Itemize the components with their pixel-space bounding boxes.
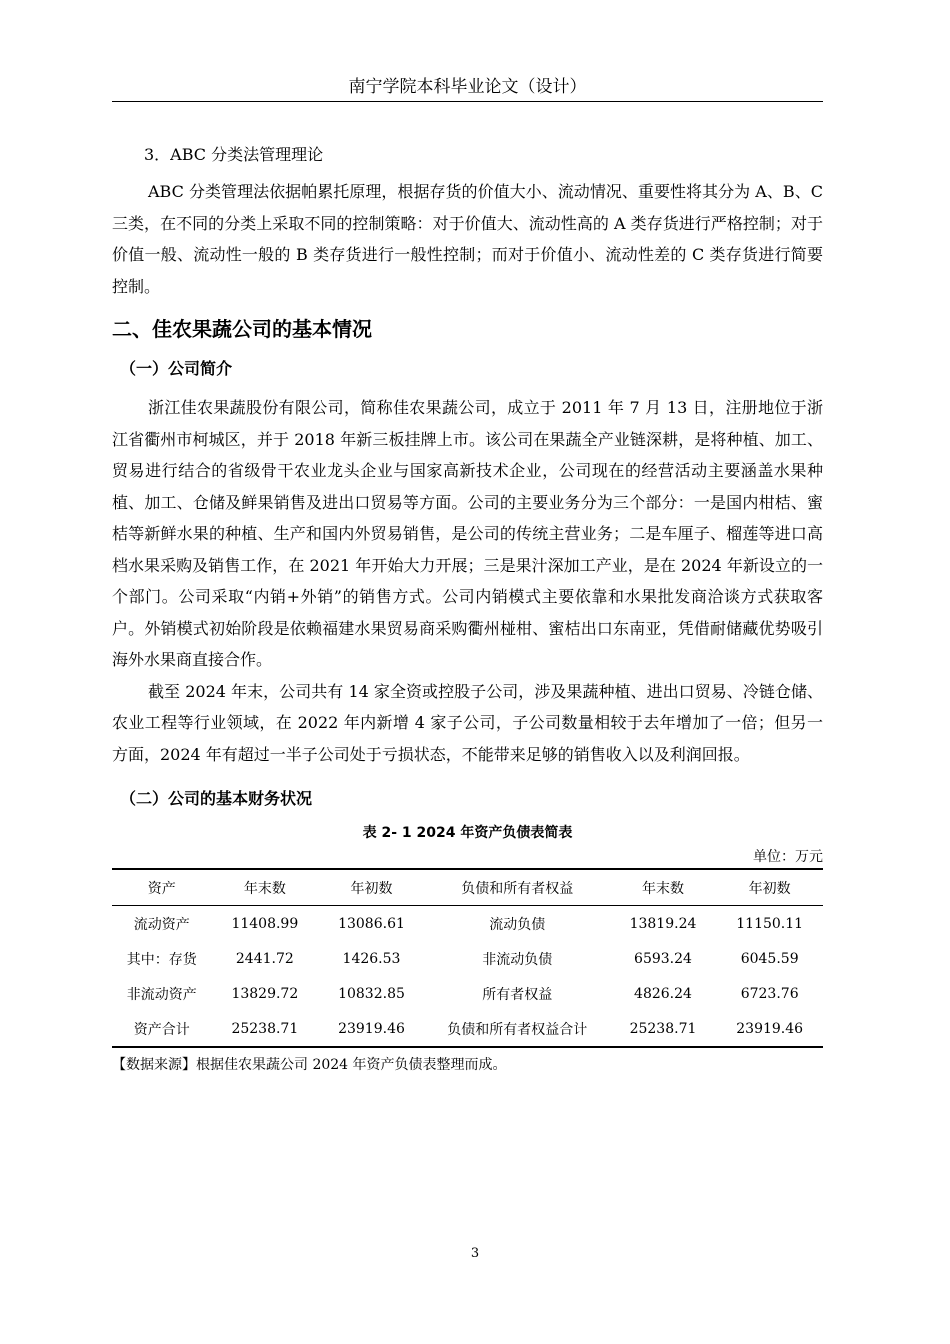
company-intro-paragraph: 浙江佳农果蔬股份有限公司，简称佳农果蔬公司，成立于 2011 年 7 月 13 日，注册地位于浙江省衢州市柯城区，并于 2018 年新三板挂牌上市。该公司在果蔬全产业链深耕，是将种植、加工、贸易进行结合的省级骨干农业龙头企业与国家高新技术企业，公司现在的经营活动主要涵盖水果种植、加工、仓储及鲜果销售及进出口贸易等方面。公司的主要业务分为三个部分：一是国内柑桔、蜜桔等新鲜水果的种植、生产和国内外贸易销售，是公司的传统主营业务；二是车厘子、榴莲等进口高档水果采购及销售工作，在 2021 年开始大力开展；三是果汁深加工产业，是在 2024 年新设立的一个部门。公司采取“内销+外销”的销售方式。公司内销模式主要依靠和水果批发商洽谈方式获取客户。外销模式初始阶段是依赖福建水果贸易商采购衢州椪柑、蜜桔出口东南亚，凭借耐储藏优势吸引海外水果商直接合作。 [112,398,823,669]
table-caption: 表 2- 1 2024 年资产负债表简表 [362,825,573,841]
subsection-heading: 3．ABC 分类法管理理论 [144,145,324,164]
table-cell: 23919.46 [338,1020,405,1037]
table-cell: 13086.61 [338,915,405,932]
table-cell: 资产合计 [133,1021,190,1038]
balance-sheet-table [112,868,823,1048]
table-unit: 单位：万元 [753,849,823,865]
table-cell: 11150.11 [736,915,804,932]
table-row [112,1011,823,1047]
table-header-row [112,869,823,906]
page-header: 南宁学院本科毕业论文（设计） [348,77,587,97]
table-cell: 2441.72 [235,950,294,967]
section-title-company-intro: （一）公司简介 [120,359,233,378]
table-cell: 11408.99 [231,915,299,932]
table-cell: 25238.71 [231,1020,299,1037]
table-cell: 流动负债 [489,916,546,933]
table-cell: 4826.24 [634,985,692,1002]
table-cell: 23919.46 [736,1020,804,1037]
table-cell: 6045.59 [740,950,799,967]
table-source-note: 【数据来源】根据佳农果蔬公司 2024 年资产负债表整理而成。 [112,1057,507,1073]
table-cell: 非流动资产 [126,986,197,1003]
abc-paragraph: ABC 分类管理法依据帕累托原理，根据存货的价值大小、流动情况、重要性将其分为 A、B、C 三类，在不同的分类上采取不同的控制策略：对于价值大、流动性高的 A 类存货进行严格控制；对于价值一般、流动性一般的 B 类存货进行一般性控制；而对于价值小、流动性差的 C 类存货进行简要控制。 [112,182,823,296]
table-cell: 25238.71 [629,1020,697,1037]
table-cell: 所有者权益 [482,986,553,1003]
table-cell: 非流动负债 [482,951,553,968]
table-row [112,976,823,1011]
table-cell: 负债和所有者权益合计 [447,1021,588,1038]
table-cell: 10832.85 [338,985,405,1002]
page-content [112,136,823,1074]
table-cell: 13819.24 [629,915,697,932]
header-rule [112,101,823,102]
header-cell: 年末数 [243,880,286,897]
header-cell: 年初数 [350,880,393,897]
subsidiary-paragraph: 截至 2024 年末，公司共有 14 家全资或控股子公司，涉及果蔬种植、进出口贸易、冷链仓储、农业工程等行业领域，在 2022 年内新增 4 家子公司，子公司数量相较于去年增加了一倍；但另一方面，2024 年有超过一半子公司处于亏损状态，不能带来足够的销售收入以及利润回报。 [112,681,823,764]
header-cell: 年初数 [748,880,791,897]
table-row [112,941,823,976]
header-cell: 负债和所有者权益 [461,880,574,897]
table-cell: 13829.72 [231,985,299,1002]
table-cell: 6723.76 [740,985,799,1002]
chapter-title: 二、佳农果蔬公司的基本情况 [112,317,372,341]
table-row [112,906,823,942]
table-cell: 1426.53 [342,950,401,967]
table-cell: 6593.24 [634,950,692,967]
table-cell: 其中：存货 [126,951,197,968]
page-number: 3 [470,1246,480,1261]
section-title-financial: （二）公司的基本财务状况 [120,789,313,808]
table-cell: 流动资产 [133,916,190,933]
header-cell: 年末数 [641,880,684,897]
header-cell: 资产 [147,880,176,897]
